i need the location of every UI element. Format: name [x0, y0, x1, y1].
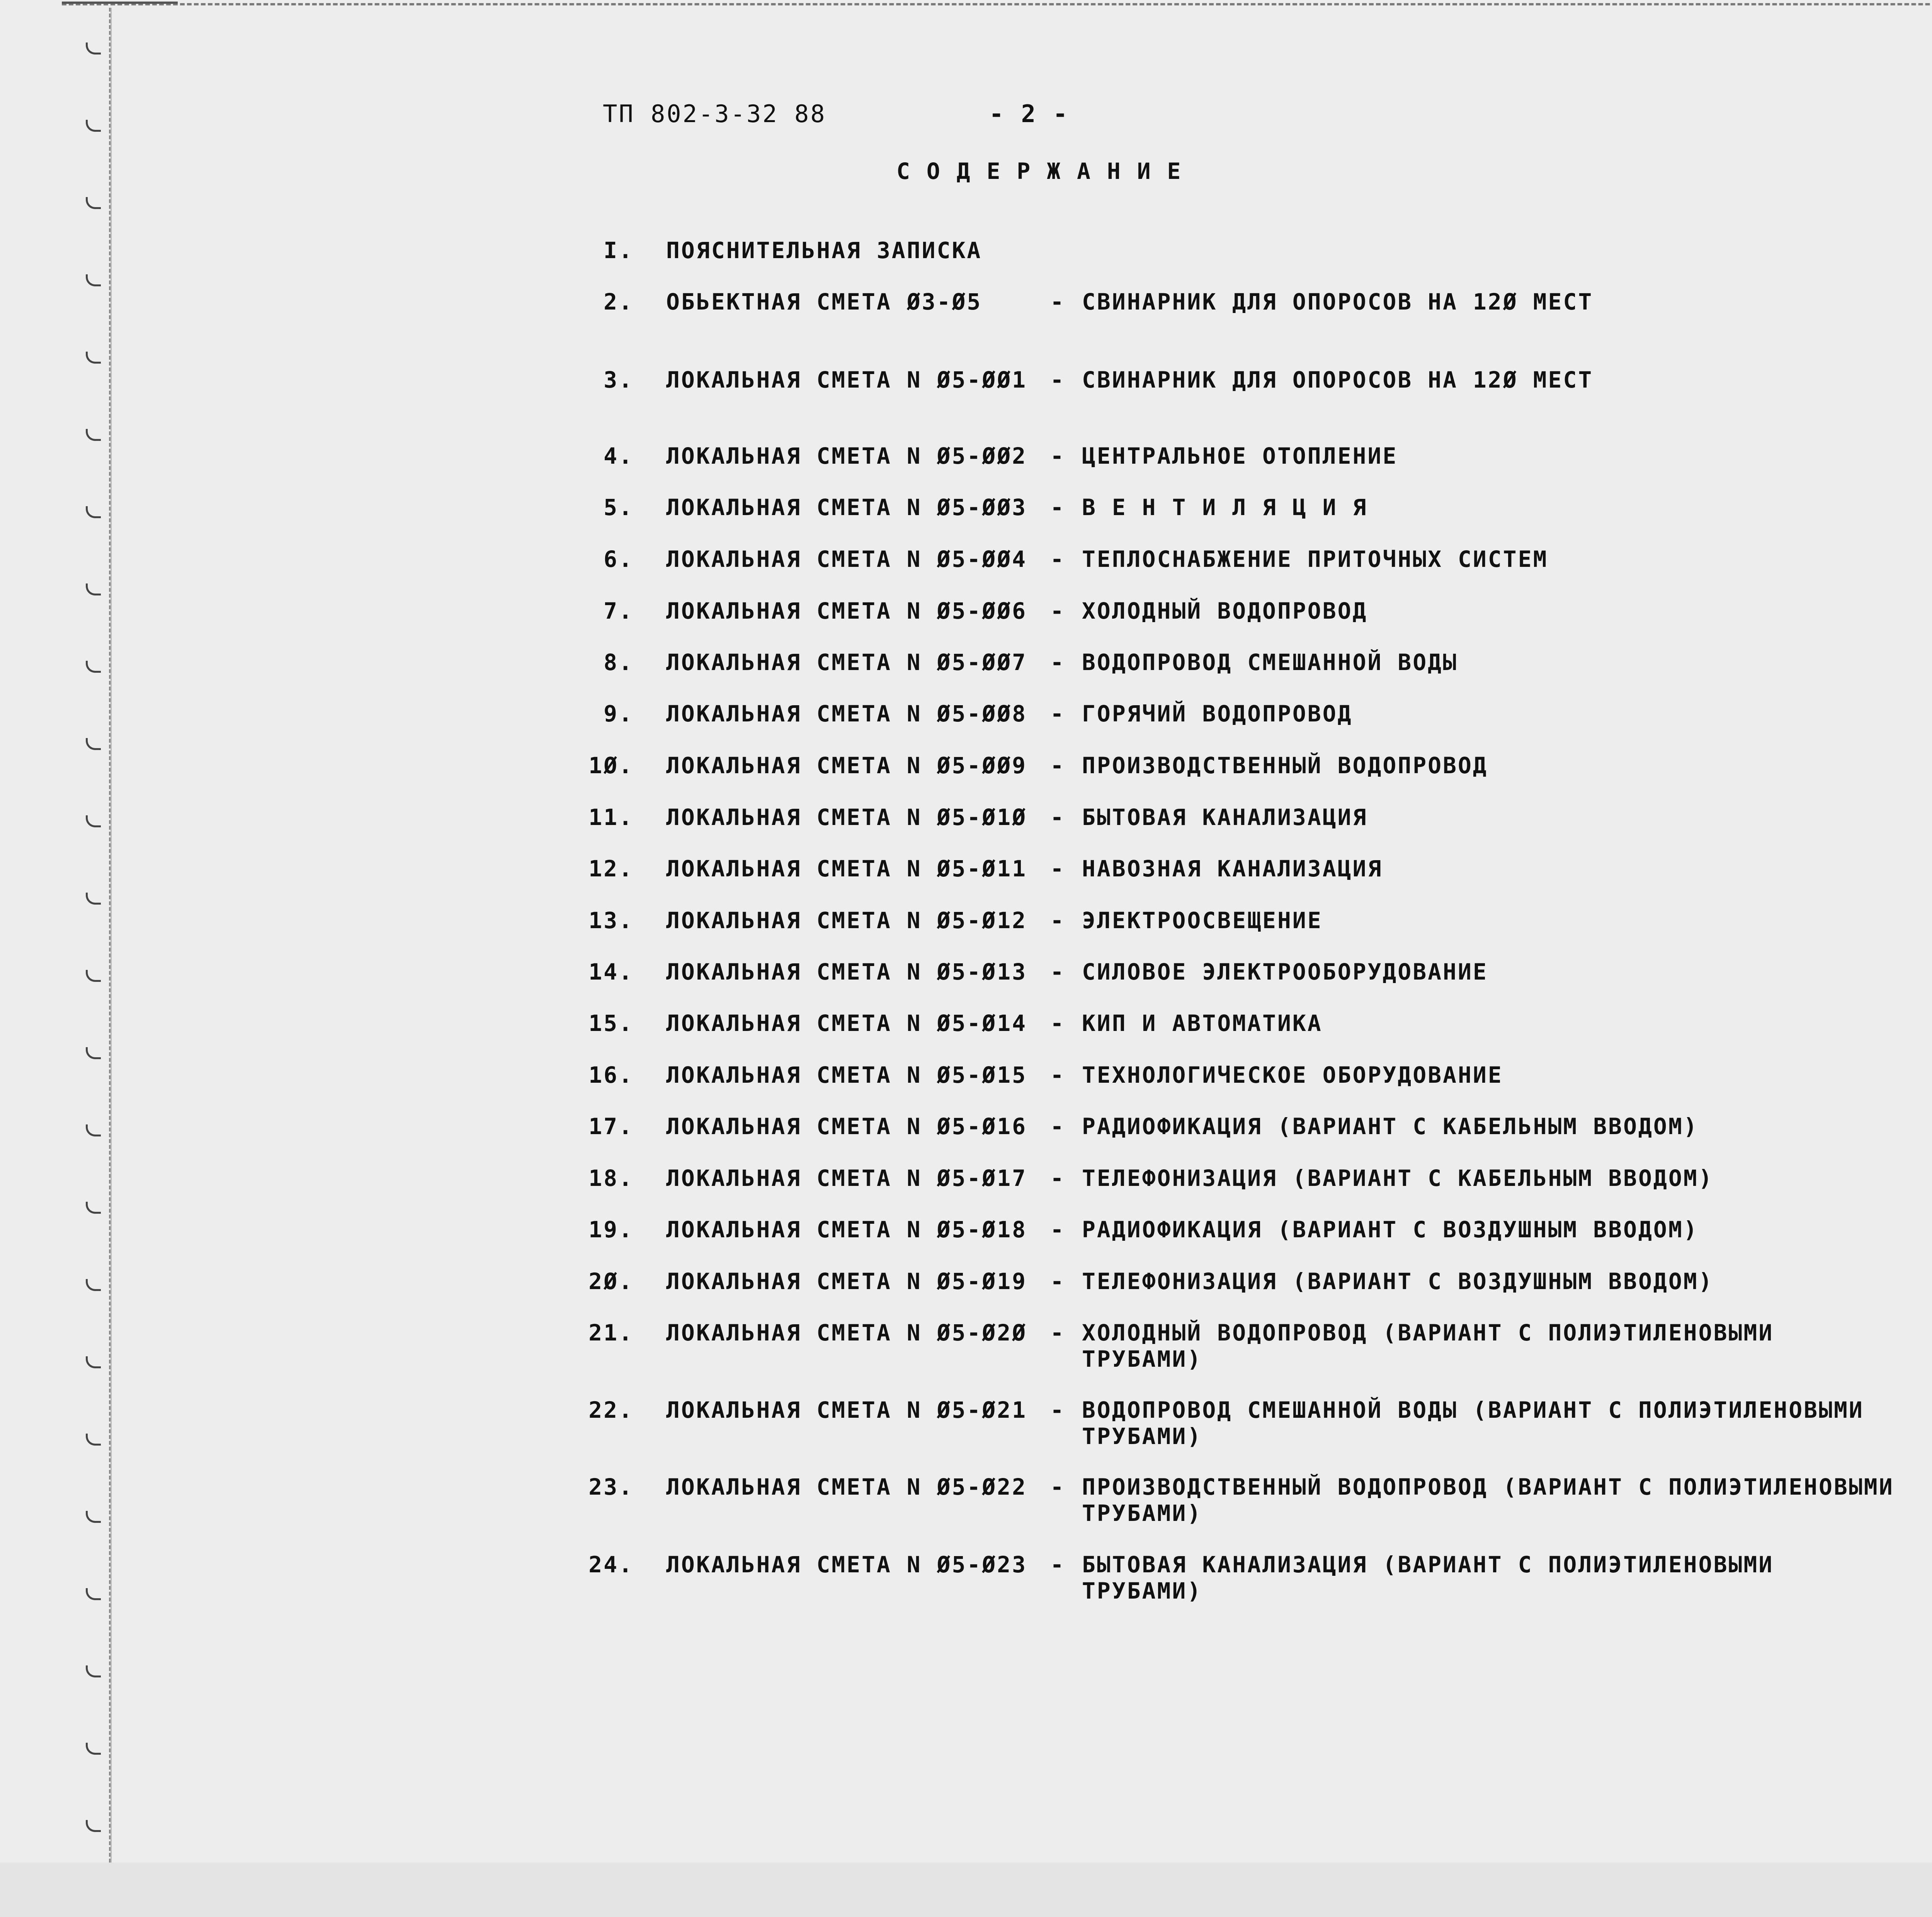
item-label: ЛОКАЛЬНАЯ СМЕТА N Ø5-Ø19 — [666, 1268, 1027, 1294]
feed-hole-mark — [86, 1743, 101, 1755]
feed-hole-mark — [86, 1047, 101, 1059]
item-number: 24. — [588, 1551, 634, 1578]
feed-hole-mark — [86, 1588, 101, 1600]
feed-hole-mark — [86, 274, 101, 286]
feed-hole-mark — [86, 506, 101, 518]
item-label: ЛОКАЛЬНАЯ СМЕТА N Ø5-Ø2Ø — [666, 1320, 1027, 1346]
top-edge-line — [62, 2, 178, 4]
item-number: I. — [604, 237, 634, 264]
top-perforation-edge — [62, 0, 1932, 5]
item-dash: - — [1050, 701, 1065, 727]
item-description: ПРОИЗВОДСТВЕННЫЙ ВОДОПРОВОД — [1082, 752, 1488, 779]
feed-hole-mark — [86, 1820, 101, 1832]
feed-hole-mark — [86, 429, 101, 441]
feed-hole-mark — [86, 1279, 101, 1291]
item-label: ЛОКАЛЬНАЯ СМЕТА N Ø5-Ø16 — [666, 1113, 1027, 1140]
page-number: - 2 - — [989, 100, 1069, 128]
item-dash: - — [1050, 1551, 1065, 1578]
item-description: ПРОИЗВОДСТВЕННЫЙ ВОДОПРОВОД (ВАРИАНТ С ПОЛИЭТИЛЕНОВЫМИ — [1082, 1474, 1894, 1500]
feed-hole-mark — [86, 815, 101, 827]
item-description: ТЕЛЕФОНИЗАЦИЯ (ВАРИАНТ С КАБЕЛЬНЫМ ВВОДОМ) — [1082, 1165, 1714, 1191]
item-description: ТЕЛЕФОНИЗАЦИЯ (ВАРИАНТ С ВОЗДУШНЫМ ВВОДОМ) — [1082, 1268, 1714, 1294]
item-description: ЭЛЕКТРООСВЕЩЕНИЕ — [1082, 907, 1323, 934]
item-dash: - — [1050, 1165, 1065, 1191]
item-number: 18. — [588, 1165, 634, 1191]
item-description: ВОДОПРОВОД СМЕШАННОЙ ВОДЫ (ВАРИАНТ С ПОЛИЭТИЛЕНОВЫМИ — [1082, 1397, 1864, 1423]
feed-hole-mark — [86, 1202, 101, 1214]
item-label: ЛОКАЛЬНАЯ СМЕТА N Ø5-ØØ4 — [666, 546, 1027, 572]
feed-hole-mark — [86, 661, 101, 673]
item-number: 11. — [588, 804, 634, 830]
item-number: 4. — [604, 443, 634, 469]
feed-hole-mark — [86, 893, 101, 905]
item-label: ЛОКАЛЬНАЯ СМЕТА N Ø5-Ø13 — [666, 959, 1027, 985]
left-rail-line — [111, 8, 112, 1863]
item-description: ЦЕНТРАЛЬНОЕ ОТОПЛЕНИЕ — [1082, 443, 1398, 469]
feed-hole-mark — [86, 583, 101, 595]
item-description: ХОЛОДНЫЙ ВОДОПРОВОД (ВАРИАНТ С ПОЛИЭТИЛЕНОВЫМИ — [1082, 1320, 1774, 1346]
item-number: 22. — [588, 1397, 634, 1423]
item-label: ЛОКАЛЬНАЯ СМЕТА N Ø5-ØØ9 — [666, 752, 1027, 779]
item-description: ХОЛОДНЫЙ ВОДОПРОВОД — [1082, 598, 1368, 624]
item-number: 5. — [604, 494, 634, 520]
item-dash: - — [1050, 598, 1065, 624]
item-number: 9. — [604, 701, 634, 727]
item-number: 19. — [588, 1216, 634, 1243]
item-description: СВИНАРНИК ДЛЯ ОПОРОСОВ НА 12Ø МЕСТ — [1082, 289, 1594, 315]
item-description-continued: ТРУБАМИ) — [1082, 1423, 1202, 1449]
item-dash: - — [1050, 907, 1065, 934]
item-label: ЛОКАЛЬНАЯ СМЕТА N Ø5-ØØ7 — [666, 649, 1027, 675]
item-description: ВОДОПРОВОД СМЕШАННОЙ ВОДЫ — [1082, 649, 1458, 675]
item-number: 13. — [588, 907, 634, 934]
item-label: ОБЬЕКТНАЯ СМЕТА Ø3-Ø5 — [666, 289, 982, 315]
item-label: ЛОКАЛЬНАЯ СМЕТА N Ø5-Ø21 — [666, 1397, 1027, 1423]
item-label: ЛОКАЛЬНАЯ СМЕТА N Ø5-Ø17 — [666, 1165, 1027, 1191]
item-number: 21. — [588, 1320, 634, 1346]
item-number: 12. — [588, 856, 634, 882]
item-number: 14. — [588, 959, 634, 985]
item-description: РАДИОФИКАЦИЯ (ВАРИАНТ С КАБЕЛЬНЫМ ВВОДОМ) — [1082, 1113, 1699, 1140]
item-dash: - — [1050, 959, 1065, 985]
item-description: БЫТОВАЯ КАНАЛИЗАЦИЯ — [1082, 804, 1368, 830]
item-description: СИЛОВОЕ ЭЛЕКТРООБОРУДОВАНИЕ — [1082, 959, 1488, 985]
item-dash: - — [1050, 1062, 1065, 1088]
item-dash: - — [1050, 649, 1065, 675]
item-dash: - — [1050, 1397, 1065, 1423]
feed-hole-mark — [86, 1356, 101, 1368]
feed-hole-mark — [86, 120, 101, 132]
feed-hole-mark — [86, 1124, 101, 1136]
item-label: ЛОКАЛЬНАЯ СМЕТА N Ø5-Ø23 — [666, 1551, 1027, 1578]
item-dash: - — [1050, 1268, 1065, 1294]
item-dash: - — [1050, 804, 1065, 830]
item-label: ЛОКАЛЬНАЯ СМЕТА N Ø5-ØØ1 — [666, 367, 1027, 393]
item-description: ТЕХНОЛОГИЧЕСКОЕ ОБОРУДОВАНИЕ — [1082, 1062, 1503, 1088]
item-label: ЛОКАЛЬНАЯ СМЕТА N Ø5-Ø22 — [666, 1474, 1027, 1500]
item-label: ЛОКАЛЬНАЯ СМЕТА N Ø5-Ø14 — [666, 1010, 1027, 1036]
item-description-continued: ТРУБАМИ) — [1082, 1346, 1202, 1372]
item-description-continued: ТРУБАМИ) — [1082, 1500, 1202, 1526]
item-description: НАВОЗНАЯ КАНАЛИЗАЦИЯ — [1082, 856, 1383, 882]
item-label: ЛОКАЛЬНАЯ СМЕТА N Ø5-ØØ6 — [666, 598, 1027, 624]
item-description-continued: ТРУБАМИ) — [1082, 1578, 1202, 1604]
item-number: 17. — [588, 1113, 634, 1140]
feed-hole-mark — [86, 1511, 101, 1523]
item-label: ЛОКАЛЬНАЯ СМЕТА N Ø5-ØØ3 — [666, 494, 1027, 520]
feed-hole-mark — [86, 197, 101, 209]
item-dash: - — [1050, 856, 1065, 882]
item-label: ПОЯСНИТЕЛЬНАЯ ЗАПИСКА — [666, 237, 982, 264]
item-label: ЛОКАЛЬНАЯ СМЕТА N Ø5-Ø15 — [666, 1062, 1027, 1088]
item-number: 23. — [588, 1474, 634, 1500]
item-label: ЛОКАЛЬНАЯ СМЕТА N Ø5-Ø18 — [666, 1216, 1027, 1243]
item-label: ЛОКАЛЬНАЯ СМЕТА N Ø5-ØØ2 — [666, 443, 1027, 469]
feed-hole-mark — [86, 43, 101, 54]
feed-hole-mark — [86, 1665, 101, 1677]
item-number: 8. — [604, 649, 634, 675]
item-dash: - — [1050, 289, 1065, 315]
item-dash: - — [1050, 1474, 1065, 1500]
item-label: ЛОКАЛЬНАЯ СМЕТА N Ø5-ØØ8 — [666, 701, 1027, 727]
document-code: ТП 802-3-32 88 — [603, 100, 827, 128]
item-number: 15. — [588, 1010, 634, 1036]
item-number: 1Ø. — [588, 752, 634, 779]
item-dash: - — [1050, 1216, 1065, 1243]
item-dash: - — [1050, 367, 1065, 393]
item-dash: - — [1050, 1320, 1065, 1346]
item-number: 3. — [604, 367, 634, 393]
bottom-margin — [0, 1863, 1932, 1917]
item-number: 6. — [604, 546, 634, 572]
item-number: 2Ø. — [588, 1268, 634, 1294]
item-label: ЛОКАЛЬНАЯ СМЕТА N Ø5-Ø11 — [666, 856, 1027, 882]
item-dash: - — [1050, 1010, 1065, 1036]
feed-hole-mark — [86, 970, 101, 982]
feed-hole-mark — [86, 738, 101, 750]
item-description: КИП И АВТОМАТИКА — [1082, 1010, 1323, 1036]
item-dash: - — [1050, 752, 1065, 779]
item-dash: - — [1050, 494, 1065, 520]
item-description: СВИНАРНИК ДЛЯ ОПОРОСОВ НА 12Ø МЕСТ — [1082, 367, 1594, 393]
item-description: В Е Н Т И Л Я Ц И Я — [1082, 494, 1368, 520]
item-dash: - — [1050, 1113, 1065, 1140]
feed-hole-mark — [86, 352, 101, 364]
item-description: ГОРЯЧИЙ ВОДОПРОВОД — [1082, 701, 1353, 727]
item-label: ЛОКАЛЬНАЯ СМЕТА N Ø5-Ø1Ø — [666, 804, 1027, 830]
item-description: БЫТОВАЯ КАНАЛИЗАЦИЯ (ВАРИАНТ С ПОЛИЭТИЛЕНОВЫМИ — [1082, 1551, 1774, 1578]
item-dash: - — [1050, 546, 1065, 572]
item-description: ТЕПЛОСНАБЖЕНИЕ ПРИТОЧНЫХ СИСТЕМ — [1082, 546, 1548, 572]
feed-hole-mark — [86, 1434, 101, 1446]
item-label: ЛОКАЛЬНАЯ СМЕТА N Ø5-Ø12 — [666, 907, 1027, 934]
item-number: 16. — [588, 1062, 634, 1088]
item-number: 2. — [604, 289, 634, 315]
item-number: 7. — [604, 598, 634, 624]
item-description: РАДИОФИКАЦИЯ (ВАРИАНТ С ВОЗДУШНЫМ ВВОДОМ) — [1082, 1216, 1699, 1243]
contents-title: С О Д Е Р Ж А Н И Е — [896, 158, 1182, 184]
item-dash: - — [1050, 443, 1065, 469]
